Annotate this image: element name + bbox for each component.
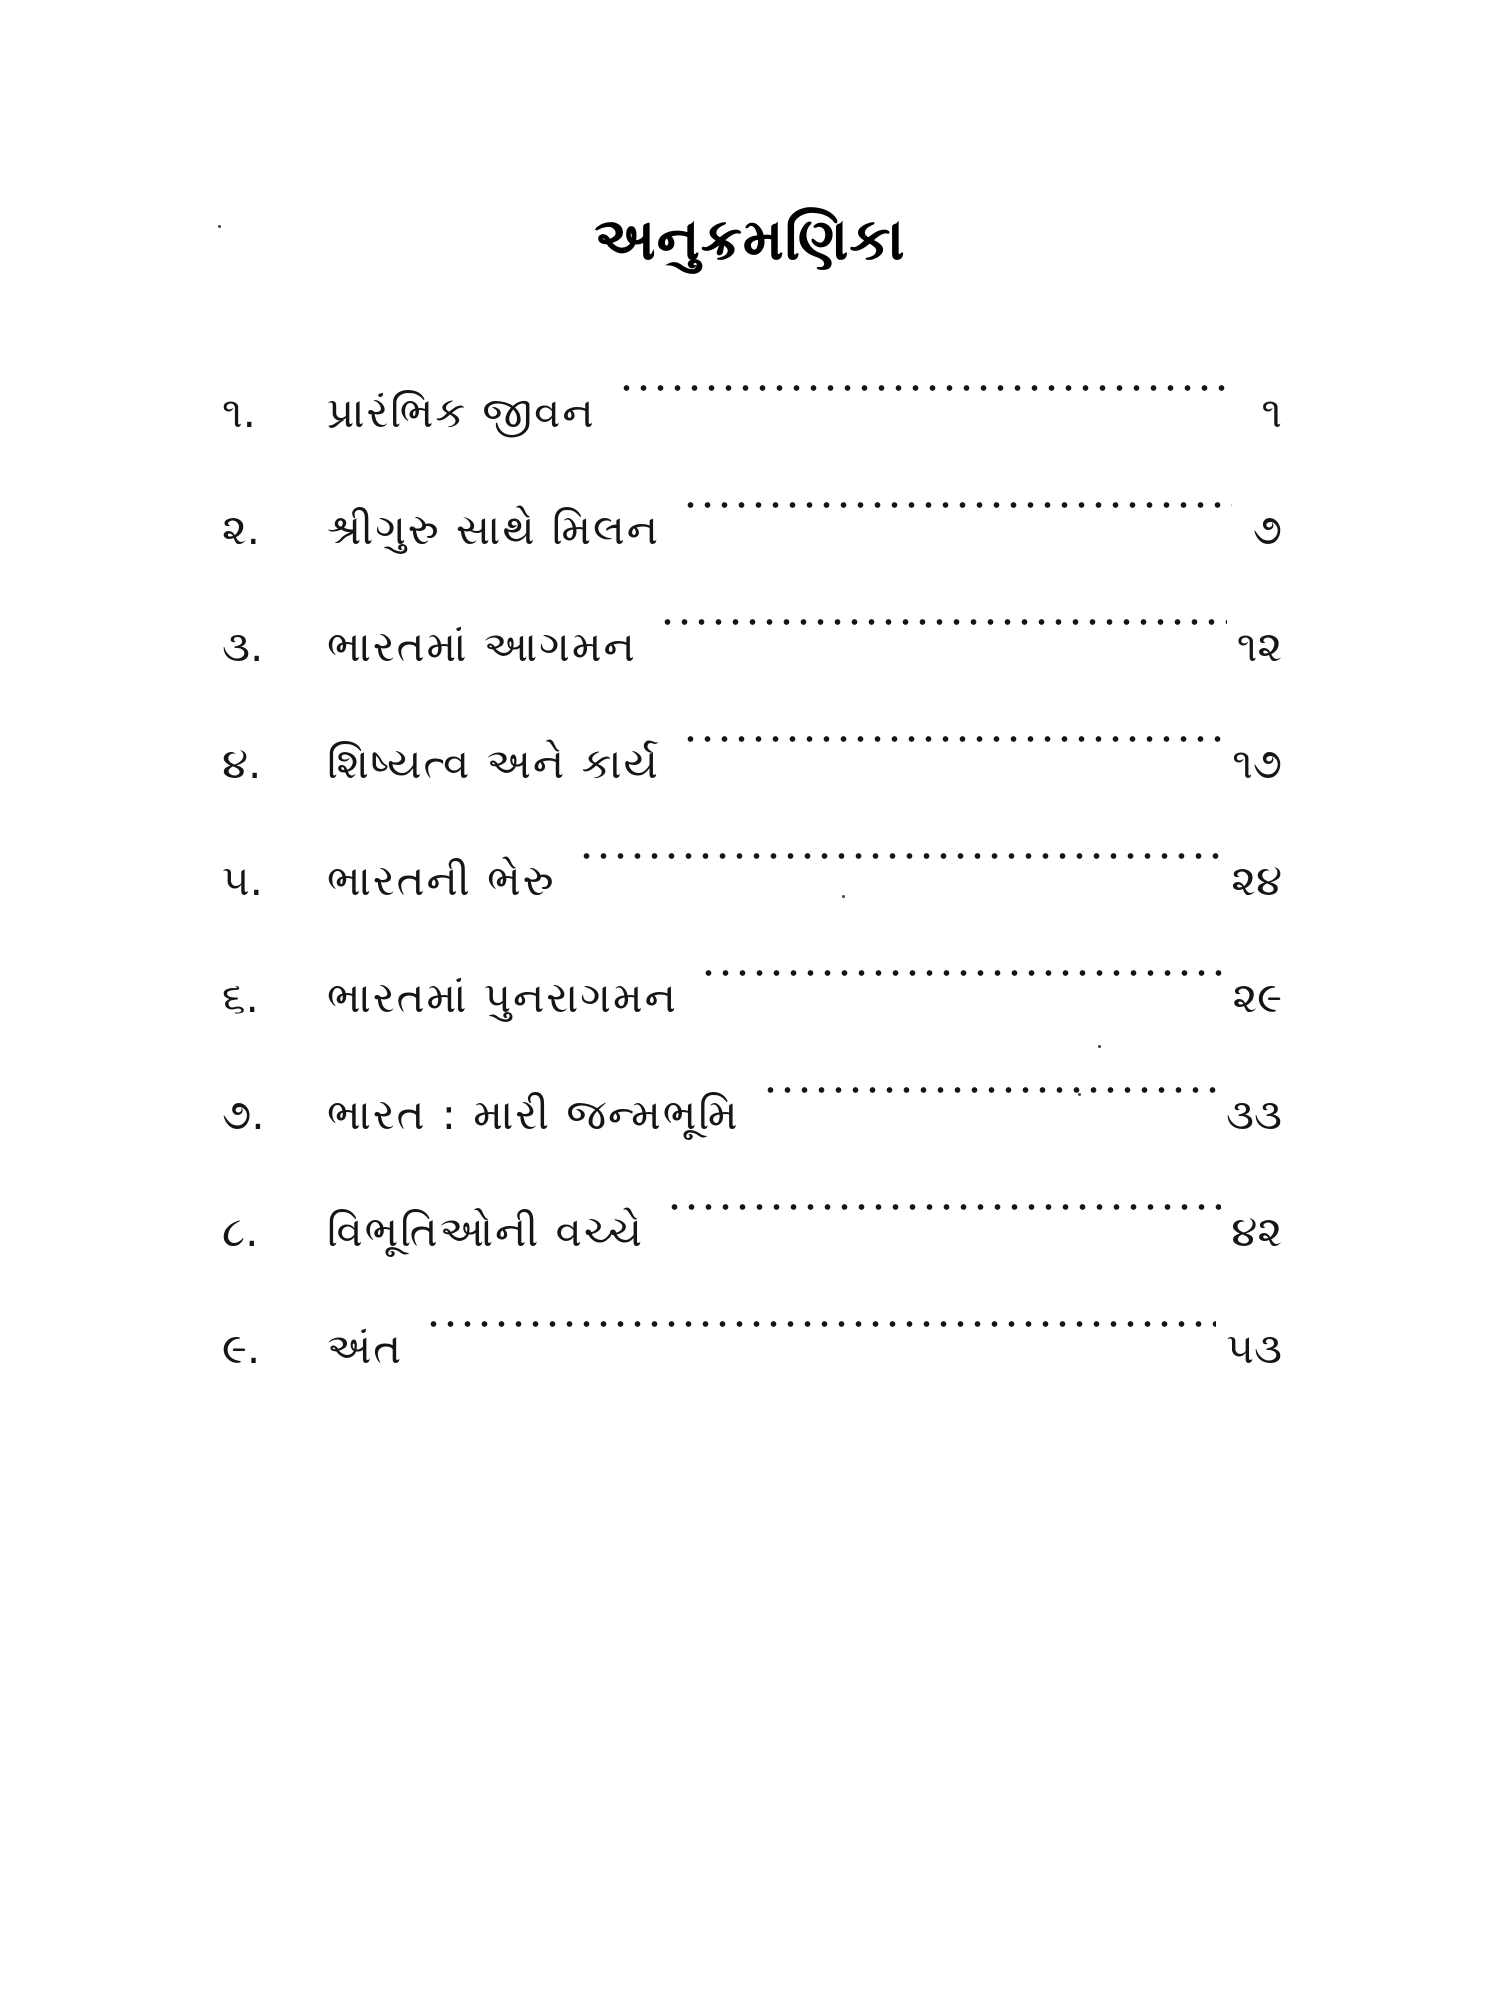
- dot-leader: [659, 544, 1237, 661]
- toc-entry-number: ૪.: [222, 739, 262, 788]
- toc-entry-label: વિભૂતિઓની વચ્ચે: [327, 1207, 644, 1256]
- toc-entry-number: ૨.: [222, 505, 261, 554]
- dot-leader: [578, 778, 1232, 895]
- toc-entry-page: ૧: [1261, 388, 1282, 437]
- toc-entry-number: ૯.: [222, 1324, 261, 1373]
- toc-entry-number: ૮.: [222, 1207, 259, 1256]
- dot-leader: [762, 1012, 1227, 1129]
- toc-entry-page: ૨૪: [1231, 856, 1282, 905]
- toc-entry-label: શ્રીગુરુ સાથે મિલન: [327, 505, 661, 554]
- toc-entry-label: અંત: [327, 1324, 404, 1373]
- toc-entry-number: ૭.: [222, 1090, 265, 1139]
- toc-entry-page: ૩૩: [1226, 1090, 1282, 1139]
- toc-entry-page: ૨૯: [1232, 973, 1282, 1022]
- toc-entry-number: ૬.: [222, 973, 259, 1022]
- dot-leader: [618, 310, 1242, 427]
- toc-entry-page: ૧૨: [1236, 622, 1282, 671]
- toc-entry-label: ભારત : મારી જન્મભૂમિ: [327, 1090, 740, 1139]
- dot-leader: [700, 895, 1233, 1012]
- toc-entry-number: ૧.: [222, 388, 256, 437]
- toc-entry-label: ભારતમાં પુનરાગમન: [327, 973, 678, 1022]
- dot-leader: [682, 661, 1232, 778]
- dot-leader: [666, 1129, 1231, 1246]
- toc-entry-page: ૪૨: [1231, 1207, 1282, 1256]
- toc-entry-page: ૧૭: [1232, 739, 1282, 788]
- dot-leader: [682, 427, 1242, 544]
- dot-leader: [425, 1246, 1226, 1363]
- scan-speck: [842, 895, 845, 898]
- toc-entry-label: પ્રારંભિક જીવન: [327, 388, 596, 437]
- toc-entry-label: ભારતમાં આગમન: [327, 622, 637, 671]
- scan-speck: [218, 225, 221, 228]
- toc-entry-number: ૫.: [222, 856, 263, 905]
- toc-entry-number: ૩.: [222, 622, 264, 671]
- toc-entry-page: ૭: [1252, 505, 1282, 554]
- toc-entry: [222, 310, 1282, 437]
- toc-entry-label: શિષ્યત્વ અને કાર્ય: [327, 739, 660, 788]
- scan-speck: [1078, 1093, 1081, 1096]
- toc-entry-label: ભારતની ભેરુ: [327, 856, 556, 905]
- table-of-contents: [222, 310, 1282, 1373]
- toc-entry-page: ૫૩: [1226, 1324, 1282, 1373]
- scan-speck: [1098, 1045, 1101, 1048]
- page-title: અનુક્રમણિકા: [594, 205, 906, 273]
